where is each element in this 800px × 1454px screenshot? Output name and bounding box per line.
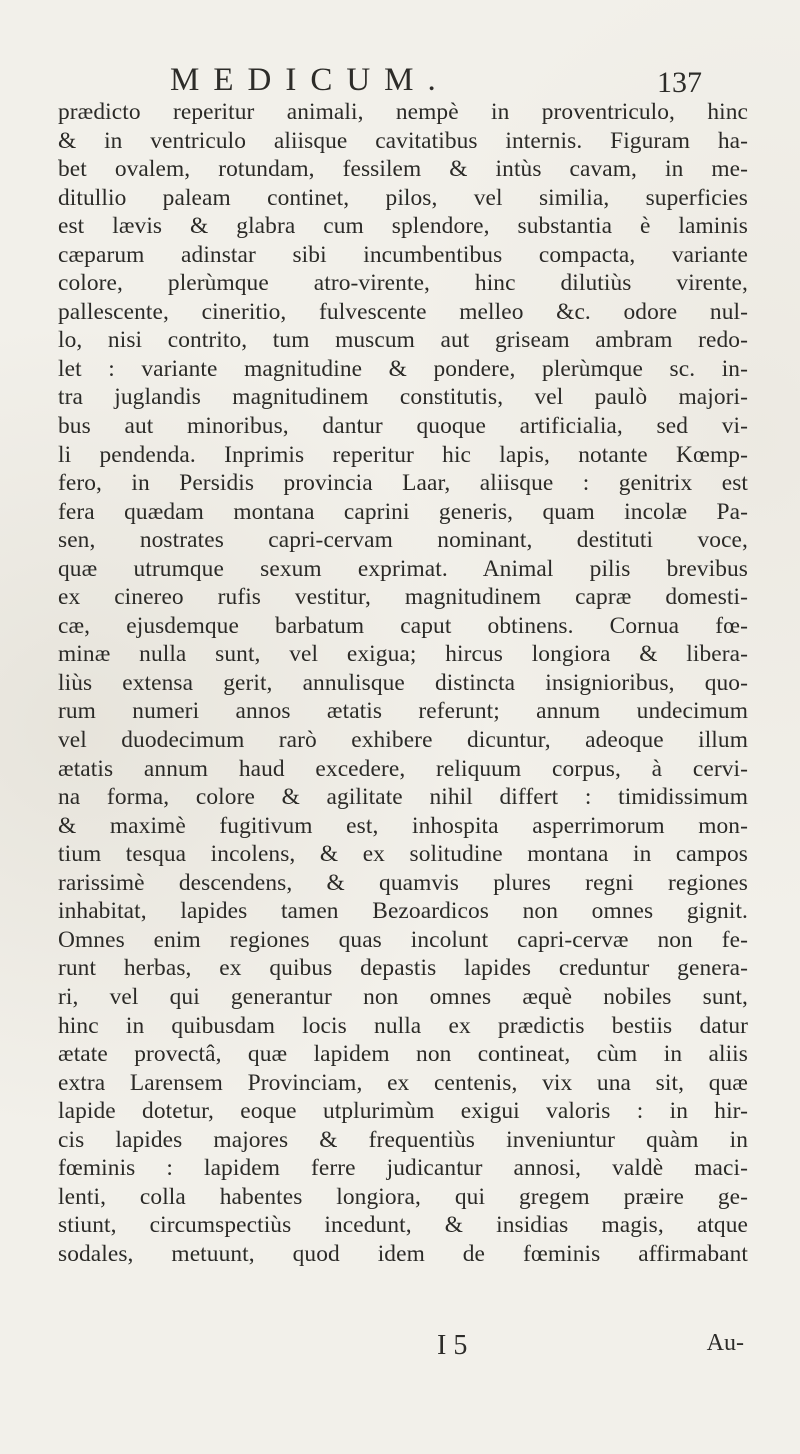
- text-line: bus aut minoribus, dantur quoque artificialia, sed vi-: [58, 413, 748, 440]
- text-line: ex cinereo rufis vestitur, magnitudinem capræ domesti-: [58, 584, 748, 611]
- text-line: lapide dotetur, eoque utplurimùm exigui valoris : in hir-: [58, 1098, 748, 1125]
- text-line: & maximè fugitivum est, inhospita asperrimorum mon-: [58, 812, 748, 839]
- text-line: & in ventriculo aliisque cavitatibus internis. Figuram ha-: [58, 127, 748, 154]
- signature-mark: I 5: [437, 1330, 468, 1361]
- running-head: [0, 62, 800, 102]
- catchword: Au-: [706, 1330, 744, 1356]
- text-line: vel duodecimum rarò exhibere dicuntur, adeoque illum: [58, 727, 748, 754]
- page-footer: [0, 1330, 800, 1370]
- text-line: fœminis : lapidem ferre judicantur annosi, valdè maci-: [58, 1155, 748, 1182]
- text-line: cis lapides majores & frequentiùs inveniuntur quàm in: [58, 1126, 748, 1153]
- text-line: inhabitat, lapides tamen Bezoardicos non omnes gignit.: [58, 898, 748, 925]
- text-line: quæ utrumque sexum exprimat. Animal pilis brevibus: [58, 555, 748, 582]
- text-line: ri, vel qui generantur non omnes æquè nobiles sunt,: [58, 983, 748, 1010]
- text-line: ætate provectâ, quæ lapidem non contineat, cùm in aliis: [58, 1041, 748, 1068]
- page-number: 137: [657, 66, 702, 99]
- text-line: rarissimè descendens, & quamvis plures regni regiones: [58, 869, 748, 896]
- text-line: ditullio paleam continet, pilos, vel similia, superficies: [58, 184, 748, 211]
- text-line: let : variante magnitudine & pondere, plerùmque sc. in-: [58, 355, 748, 382]
- text-line: minæ nulla sunt, vel exigua; hircus longiora & libera-: [58, 641, 748, 668]
- text-line: colore, plerùmque atro-virente, hinc dilutiùs virente,: [58, 270, 748, 297]
- text-line: li pendenda. Inprimis reperitur hic lapis, notante Kœmp-: [58, 441, 748, 468]
- text-line: pallescente, cineritio, fulvescente melleo &c. odore nul-: [58, 298, 748, 325]
- text-line: liùs extensa gerit, annulisque distincta insignioribus, quo-: [58, 669, 748, 696]
- text-line: lenti, colla habentes longiora, qui gregem præire ge-: [58, 1183, 748, 1210]
- text-line: est lævis & glabra cum splendore, substantia è laminis: [58, 213, 748, 240]
- text-line: Omnes enim regiones quas incolunt capri-cervæ non fe-: [58, 926, 748, 953]
- text-line: cæ, ejusdemque barbatum caput obtinens. Cornua fœ-: [58, 612, 748, 639]
- running-title: MEDICUM.: [170, 62, 450, 98]
- text-line: tra juglandis magnitudinem constitutis, vel paulò majori-: [58, 384, 748, 411]
- text-line: prædicto reperitur animali, nempè in proventriculo, hinc: [58, 99, 748, 125]
- text-line: sen, nostrates capri-cervam nominant, destituti voce,: [58, 527, 748, 554]
- text-line: na forma, colore & agilitate nihil differt : timidissimum: [58, 784, 748, 811]
- text-line: stiunt, circumspectiùs incedunt, & insidias magis, atque: [58, 1212, 748, 1239]
- text-line: fera quædam montana caprini generis, quam incolæ Pa-: [58, 498, 748, 525]
- text-line: ætatis annum haud excedere, reliquum corpus, à cervi-: [58, 755, 748, 782]
- text-line: bet ovalem, rotundam, fessilem & intùs cavam, in me-: [58, 156, 748, 183]
- text-line: sodales, metuunt, quod idem de fœminis affirmabant: [58, 1240, 748, 1267]
- body-text: [58, 98, 748, 1268]
- text-line: rum numeri annos ætatis referunt; annum undecimum: [58, 698, 748, 725]
- text-line: tium tesqua incolens, & ex solitudine montana in campos: [58, 841, 748, 868]
- text-line: hinc in quibusdam locis nulla ex prædictis bestiis datur: [58, 1012, 748, 1039]
- text-line: lo, nisi contrito, tum muscum aut griseam ambram redo-: [58, 327, 748, 354]
- text-line: runt herbas, ex quibus depastis lapides creduntur genera-: [58, 955, 748, 982]
- text-line: cæparum adinstar sibi incumbentibus compacta, variante: [58, 241, 748, 268]
- text-line: fero, in Persidis provincia Laar, aliisque : genitrix est: [58, 470, 748, 497]
- text-line: extra Larensem Provinciam, ex centenis, vix una sit, quæ: [58, 1069, 748, 1096]
